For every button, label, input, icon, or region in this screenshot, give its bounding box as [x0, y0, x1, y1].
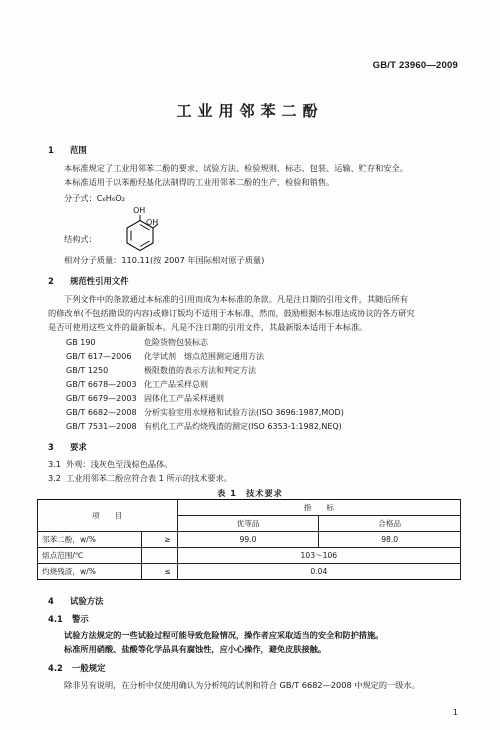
section-title: 要求: [70, 442, 87, 452]
reference-code: GB/T 1250: [66, 366, 109, 375]
row-value-superior: 99.0: [177, 532, 319, 548]
reference-code: GB/T 6679—2003: [66, 394, 137, 403]
section-2-heading: [48, 275, 129, 287]
table-caption: 表 1 技术要求: [217, 488, 283, 498]
clause-title: 一般规定: [72, 663, 106, 673]
molecular-mass: 相对分子质量：110.11(按 2007 年国际相对原子质量): [64, 255, 265, 265]
warning-line-2: 标准所用硝酸、盐酸等化学品具有腐蚀性，应小心操作，避免皮肤接触。: [64, 644, 327, 654]
row-symbol: ≤: [141, 564, 177, 580]
reference-title: 化学试剂 熔点范围测定通用方法: [144, 352, 264, 361]
header-grade-superior: 优等品: [177, 516, 319, 532]
references-intro-line-1: 下列文件中的条款通过本标准的引用而成为本标准的条款。凡是注日期的引用文件，其随后所有: [64, 294, 408, 304]
clause-number: 4.2: [48, 663, 63, 673]
section-number: 1: [48, 145, 54, 155]
table-row: [38, 548, 461, 564]
table-row: [38, 564, 461, 580]
clause-text: 外观：浅灰色至浅棕色晶体。: [66, 459, 173, 469]
reference-item: [66, 393, 224, 404]
technical-requirements-table: [37, 499, 461, 580]
section-1-heading: [48, 144, 87, 156]
section-number: 3: [48, 442, 54, 452]
row-value-qualified: 98.0: [319, 532, 461, 548]
row-value: 103～106: [177, 548, 460, 564]
references-intro-line-3: 是否可使用这些文件的最新版本。凡是不注日期的引用文件，其最新版本适用于本标准。: [48, 322, 368, 332]
clause-4-2-heading: [48, 662, 106, 674]
header-item: 项 目: [38, 500, 178, 532]
section-title: 规范性引用文件: [70, 276, 129, 286]
reference-code: GB/T 6682—2008: [66, 408, 137, 417]
section-title: 试验方法: [70, 596, 104, 606]
reference-title: 固体化工产品采样通则: [144, 394, 224, 403]
section-3-heading: [48, 441, 87, 453]
header-grade-qualified: 合格品: [319, 516, 461, 532]
reference-title: 极限数值的表示方法和判定方法: [144, 366, 256, 375]
general-rule-line: 除非另有说明，在分析中仅使用确认为分析纯的试剂和符合 GB/T 6682—2008 中规定的一级水。: [64, 680, 420, 690]
molecular-formula: 分子式：C₆H₆O₂: [64, 193, 125, 203]
reference-code: GB/T 6678—2003: [66, 380, 137, 389]
clause-3-2: [48, 473, 232, 484]
section-4-heading: [48, 595, 104, 607]
row-value: 0.04: [177, 564, 460, 580]
scope-paragraph-2: 本标准适用于以苯酚羟基化法制得的工业用邻苯二酚的生产、检验和销售。: [64, 177, 335, 187]
section-number: 2: [48, 276, 54, 286]
structure-label: 结构式：: [64, 234, 97, 244]
reference-item: [66, 421, 342, 432]
reference-title: 分析实验室用水规格和试验方法(ISO 3696:1987,MOD): [144, 408, 344, 417]
reference-code: GB 190: [66, 338, 96, 347]
reference-item: [66, 337, 208, 348]
clause-number: 3.1: [48, 459, 62, 469]
page-number: 1: [452, 708, 458, 717]
table-header-row: [38, 500, 461, 516]
document-title: 工业用邻苯二酚: [176, 102, 324, 120]
reference-title: 化工产品采样总则: [144, 380, 208, 389]
clause-text: 工业用邻苯二酚应符合表 1 所示的技术要求。: [66, 473, 232, 483]
warning-line-1: 试验方法规定的一些试验过程可能导致危险情况，操作者应采取适当的安全和防护措施。: [64, 630, 384, 640]
row-symbol: ≥: [141, 532, 177, 548]
clause-number: 3.2: [48, 473, 62, 483]
row-item: 邻苯二酚，w/%: [38, 532, 142, 548]
reference-title: 危险货物包装标志: [144, 338, 208, 347]
clause-number: 4.1: [48, 614, 63, 624]
reference-item: [66, 365, 256, 376]
scope-paragraph-1: 本标准规定了工业用邻苯二酚的要求、试验方法、检验规则、标志、包装、运输、贮存和安全。: [64, 163, 408, 173]
row-item: 熔点范围/℃: [38, 548, 142, 564]
reference-code: GB/T 7531—2008: [66, 422, 137, 431]
references-intro-line-2: 的修改单(不包括勘误的内容)或修订版均不适用于本标准，然而，鼓励根据本标准达成协议的各方研究: [48, 308, 415, 318]
table-row: [38, 532, 461, 548]
row-symbol: [141, 548, 177, 564]
oh-label-side: OH: [146, 218, 159, 227]
row-item: 灼烧残渣，w/%: [38, 564, 142, 580]
reference-item: [66, 407, 344, 418]
reference-code: GB/T 617—2006: [66, 352, 132, 361]
clause-title: 警示: [72, 614, 89, 624]
reference-title: 有机化工产品灼烧残渣的测定(ISO 6353-1:1982,NEQ): [144, 422, 342, 431]
reference-item: [66, 351, 264, 362]
standard-number: GB/T 23960—2009: [372, 60, 458, 71]
header-index: 指 标: [177, 500, 460, 516]
section-title: 范围: [70, 145, 87, 155]
reference-item: [66, 379, 208, 390]
section-number: 4: [48, 596, 54, 606]
clause-3-1: [48, 459, 172, 470]
oh-label-top: OH: [133, 206, 146, 215]
clause-4-1-heading: [48, 613, 89, 625]
